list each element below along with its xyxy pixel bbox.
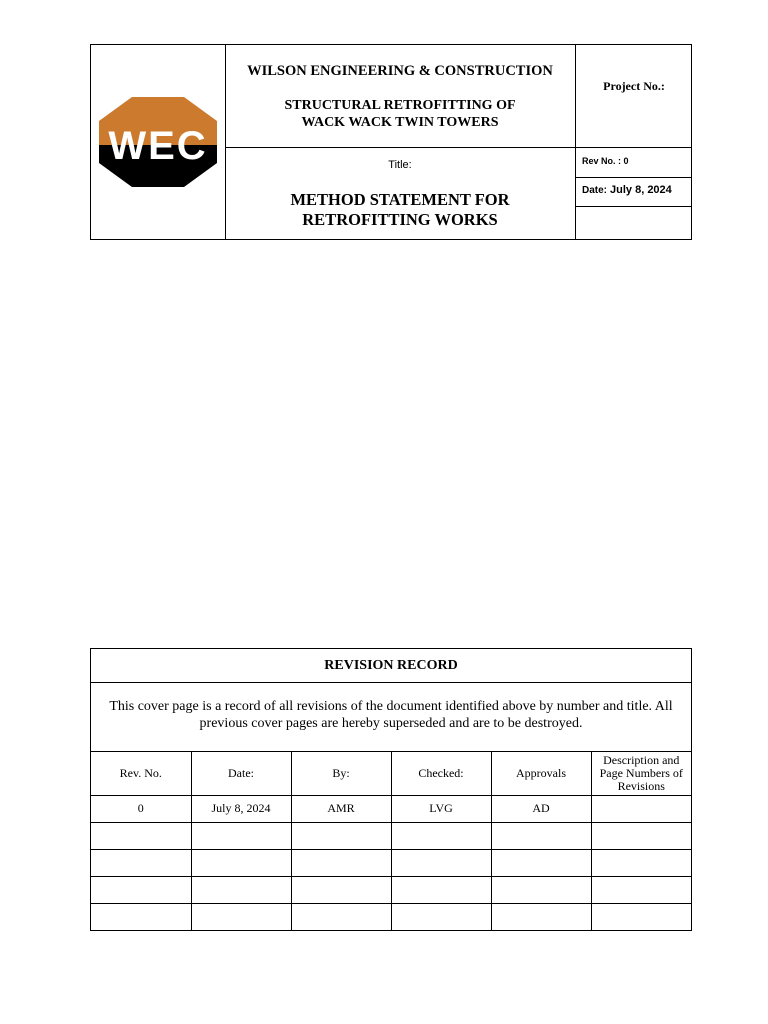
project-name-line: WACK WACK TWIN TOWERS	[301, 115, 499, 130]
table-cell	[591, 876, 691, 903]
table-cell	[491, 876, 591, 903]
company-name: WILSON ENGINEERING & CONSTRUCTION	[247, 63, 553, 79]
revision-number: Rev No. : 0	[582, 156, 629, 166]
table-cell	[391, 822, 491, 849]
column-header-description: Description and Page Numbers of Revisions	[591, 752, 691, 795]
column-header-checked: Checked:	[391, 752, 491, 795]
table-cell	[391, 903, 491, 930]
table-cell	[391, 849, 491, 876]
date-value: July 8, 2024	[610, 184, 672, 196]
table-row	[91, 849, 691, 876]
table-cell	[91, 876, 191, 903]
column-header-by: By:	[291, 752, 391, 795]
table-row	[91, 795, 691, 822]
revision-record	[90, 648, 692, 931]
table-cell: 0	[91, 795, 191, 822]
table-header-row	[91, 752, 691, 795]
table-cell	[591, 795, 691, 822]
project-number	[577, 79, 691, 94]
table-cell	[391, 876, 491, 903]
company-logo	[99, 97, 217, 187]
table-cell: AD	[491, 795, 591, 822]
table-cell	[591, 903, 691, 930]
table-cell: July 8, 2024	[191, 795, 291, 822]
table-cell	[591, 849, 691, 876]
table-cell	[591, 822, 691, 849]
table-cell	[291, 822, 391, 849]
logo-text: WEC	[108, 124, 208, 168]
table-row	[91, 903, 691, 930]
table-cell	[91, 903, 191, 930]
revision-record-heading: REVISION RECORD	[91, 649, 691, 683]
column-header-date: Date:	[191, 752, 291, 795]
header-divider	[225, 45, 226, 239]
project-number-label: Project No.:	[603, 79, 665, 93]
table-cell	[91, 822, 191, 849]
table-cell	[91, 849, 191, 876]
header-divider	[575, 206, 691, 207]
document-title-line: RETROFITTING WORKS	[302, 210, 498, 229]
title-label: Title:	[388, 159, 412, 171]
table-cell: LVG	[391, 795, 491, 822]
table-cell	[491, 822, 591, 849]
table-cell	[291, 876, 391, 903]
project-name	[227, 97, 573, 131]
document-title	[227, 190, 573, 230]
table-cell: AMR	[291, 795, 391, 822]
header-divider	[225, 147, 691, 148]
revision-table	[91, 752, 691, 930]
document-header	[90, 44, 692, 240]
header-divider	[575, 177, 691, 178]
table-cell	[191, 876, 291, 903]
table-cell	[191, 849, 291, 876]
table-cell	[191, 822, 291, 849]
table-cell	[491, 903, 591, 930]
document-title-line: METHOD STATEMENT FOR	[290, 190, 510, 209]
table-row	[91, 822, 691, 849]
column-header-approvals: Approvals	[491, 752, 591, 795]
header-divider	[575, 45, 576, 239]
project-name-line: STRUCTURAL RETROFITTING OF	[284, 98, 516, 113]
table-cell	[191, 903, 291, 930]
date-label: Date:	[582, 185, 608, 196]
table-row	[91, 876, 691, 903]
column-header-rev-no: Rev. No.	[91, 752, 191, 795]
revision-record-description: This cover page is a record of all revisions of the document identified above by number and title. All previous cover pages are hereby superseded and are to be destroyed.	[91, 683, 691, 752]
table-cell	[291, 903, 391, 930]
document-date	[582, 184, 672, 196]
table-cell	[491, 849, 591, 876]
table-cell	[291, 849, 391, 876]
